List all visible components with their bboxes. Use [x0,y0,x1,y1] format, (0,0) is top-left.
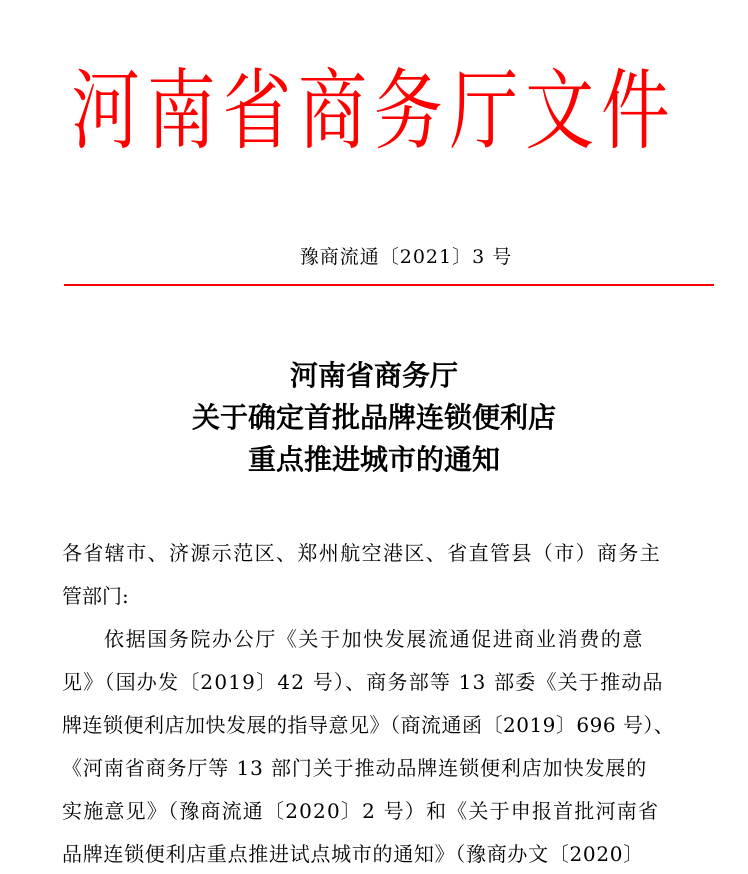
body-line-3: 牌连锁便利店加快发展的指导意见》（商流通函〔2019〕696 号）、 [62,713,675,737]
body-line-5: 实施意见》（豫商流通〔2020〕2 号）和《关于申报首批河南省 [62,799,660,823]
document-header-title: 河南省商务厅文件 [71,61,677,163]
red-divider-line [64,284,714,286]
body-line-4: 《河南省商务厅等 13 部门关于推动品牌连锁便利店加快发展的 [62,756,648,780]
document-number: 豫商流通〔2021〕3 号 [299,246,513,268]
body-line-2: 见》（国办发〔2019〕42 号）、商务部等 13 部委《关于推动品 [62,670,664,694]
notice-title-line-2: 关于确定首批品牌连锁便利店 [191,401,556,434]
body-line-6: 品牌连锁便利店重点推进试点城市的通知》（豫商办文〔2020〕 [62,842,644,866]
addressee-line-1: 各省辖市、济源示范区、郑州航空港区、省直管县（市）商务主 [62,541,662,565]
body-line-1: 依据国务院办公厅《关于加快发展流通促进商业消费的意 [104,627,644,651]
addressee-line-2: 管部门: [62,584,129,608]
notice-title-line-1: 河南省商务厅 [289,359,458,392]
notice-title-line-3: 重点推进城市的通知 [247,443,500,476]
